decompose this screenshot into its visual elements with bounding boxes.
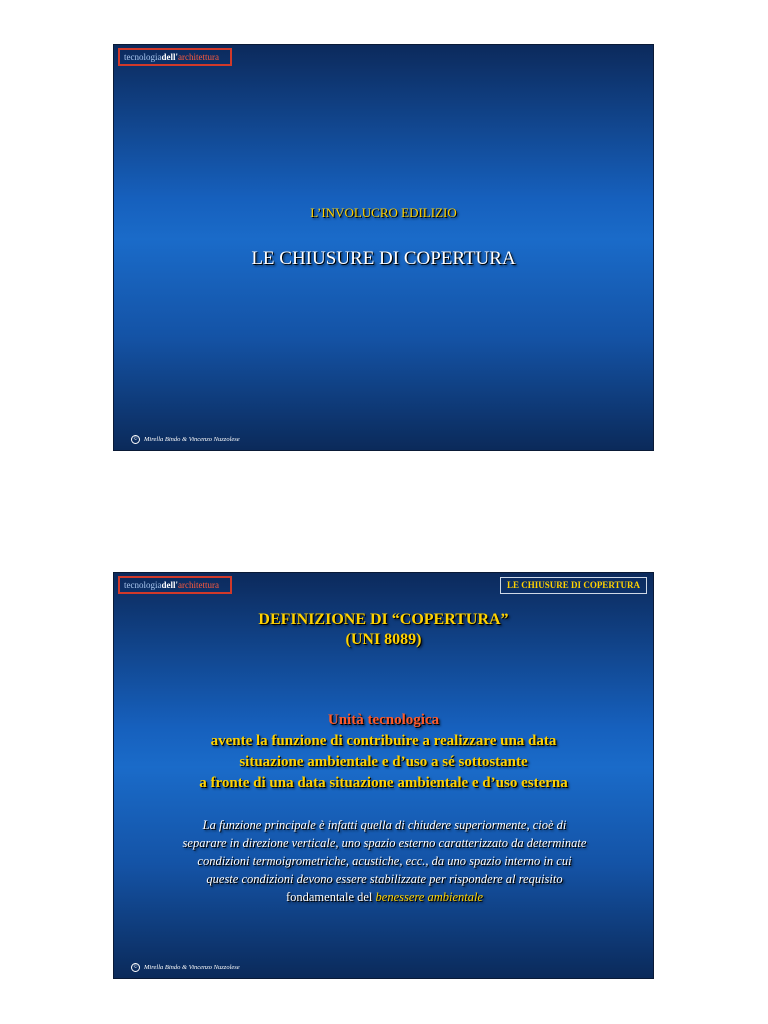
footer-authors: Mirella Bindo & Vincenzo Nuzzolese (144, 964, 240, 971)
copyright-icon: © (131, 963, 140, 972)
logo: tecnologiadell'architettura (118, 48, 232, 66)
logo: tecnologiadell'architettura (118, 576, 232, 594)
definition-highlight: Unità tecnologica (327, 712, 440, 728)
body-line: La funzione principale è infatti quella di chiudere superiormente, cioè di (202, 818, 567, 832)
body-line: condizioni termoigrometriche, acustiche, ecc., da uno spazio interno in cui (197, 854, 572, 868)
definition-line: a fronte di una data situazione ambientale e d’uso esterna (199, 775, 568, 791)
slide-subtitle: L’INVOLUCRO EDILIZIO (310, 205, 457, 220)
body-highlight: benessere ambientale (375, 890, 484, 904)
body-text (134, 816, 635, 906)
footer-authors: Mirella Bindo & Vincenzo Nuzzolese (144, 436, 240, 443)
copyright-icon: © (131, 435, 140, 444)
definition-line: situazione ambientale e d’uso a sé sottostante (239, 754, 528, 770)
section-tag: LE CHIUSURE DI COPERTURA (500, 577, 647, 594)
definition (114, 710, 653, 794)
slide-2 (113, 572, 654, 979)
slide-1 (113, 44, 654, 451)
definition-line: avente la funzione di contribuire a realizzare una data (210, 733, 557, 749)
body-line: separare in direzione verticale, uno spazio esterno caratterizzato da determinate (182, 836, 587, 850)
slide-title: LE CHIUSURE DI COPERTURA (251, 248, 516, 269)
footer (131, 963, 240, 972)
body-line: queste condizioni devono essere stabilizzate per rispondere al requisito (206, 872, 563, 886)
slide-title (114, 610, 653, 650)
body-prefix: fondamentale del (285, 890, 373, 904)
footer (131, 435, 240, 444)
body-line (134, 888, 635, 906)
title-line: DEFINIZIONE DI “COPERTURA” (258, 611, 509, 628)
title-line: (UNI 8089) (345, 631, 422, 648)
